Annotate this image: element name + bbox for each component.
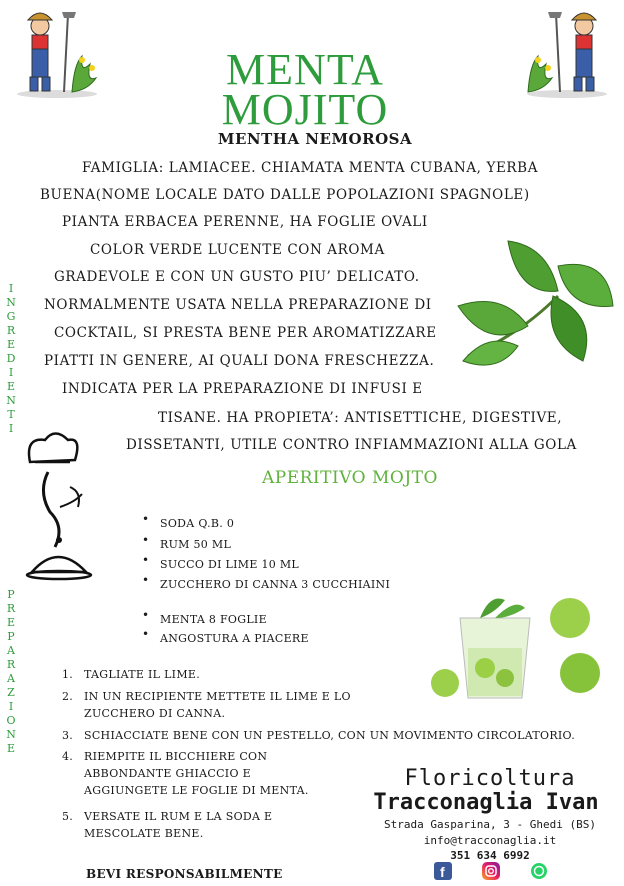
ingredient-item: • SODA Q.B. 0 <box>160 517 234 530</box>
description-line: TISANE. HA PROPIETA’: ANTISETTICHE, DIGESTIVE, <box>158 410 563 426</box>
mint-leaves-image <box>448 236 618 376</box>
business-phone[interactable]: 351 634 6992 <box>450 849 530 862</box>
description-line: PIATTI IN GENERE, AI QUALI DONA FRESCHEZZA. <box>44 353 435 369</box>
description-line: COLOR VERDE LUCENTE CON AROMA <box>90 242 385 258</box>
recipe-title: APERITIVO MOJTO <box>262 468 438 488</box>
ingredient-item: • MENTA 8 FOGLIE <box>160 613 267 626</box>
step-item: 1. TAGLIATE IL LIME. <box>62 668 201 681</box>
side-label-preparazione: P R E P A R A Z I O N E <box>6 588 16 755</box>
description-line: INDICATA PER LA PREPARAZIONE DI INFUSI E <box>62 381 423 397</box>
mojito-glass-image <box>430 588 600 706</box>
description-line: FAMIGLIA: LAMIACEE. CHIAMATA MENTA CUBANA, YERBA <box>82 160 539 176</box>
ingredient-item: • SUCCO DI LIME 10 ML <box>160 558 299 571</box>
step-item: 5. VERSATE IL RUM E LA SODA E MESCOLATE BENE. <box>62 810 273 840</box>
step-item: 2. IN UN RECIPIENTE METTETE IL LIME E LO ZUCCHERO DI CANNA. <box>62 690 351 720</box>
business-name-line-2: Tracconaglia Ivan <box>373 790 599 815</box>
step-item: 3. SCHIACCIATE BENE CON UN PESTELLO, CON UN MOVIMENTO CIRCOLATORIO. <box>62 729 576 742</box>
gardener-illustration-left <box>12 4 102 99</box>
title-line-2: MOJITO <box>221 85 389 134</box>
description-line: NORMALMENTE USATA NELLA PREPARAZIONE DI <box>44 297 432 313</box>
ingredient-item: • RUM 50 ML <box>160 538 231 551</box>
business-email[interactable]: info@tracconaglia.it <box>423 834 557 847</box>
instagram-icon[interactable] <box>482 862 500 880</box>
svg-text:f: f <box>440 864 445 880</box>
description-line: GRADEVOLE E CON UN GUSTO PIU’ DELICATO. <box>54 269 420 285</box>
responsible-drinking-notice: BEVI RESPONSABILMENTE <box>86 867 283 881</box>
side-label-ingredienti: I N G R E D I E N T I <box>6 282 16 435</box>
business-name-line-1: Floricoltura <box>404 766 576 791</box>
chef-illustration <box>20 432 100 592</box>
business-address: Strada Gasparina, 3 - Ghedi (BS) <box>384 818 596 831</box>
step-item: 4. RIEMPITE IL BICCHIERE CON ABBONDANTE GHIACCIO E AGGIUNGETE LE FOGLIE DI MENTA. <box>62 750 309 797</box>
title-line-1: MENTA <box>226 45 384 94</box>
description-line: PIANTA ERBACEA PERENNE, HA FOGLIE OVALI <box>62 214 428 230</box>
whatsapp-icon[interactable] <box>530 862 548 880</box>
subtitle: MENTHA NEMOROSA <box>217 130 413 148</box>
description-line: BUENA(NOME LOCALE DATO DALLE POPOLAZIONI SPAGNOLE) <box>40 187 530 203</box>
ingredient-item: • ANGOSTURA A PIACERE <box>160 632 309 645</box>
description-line: DISSETANTI, UTILE CONTRO INFIAMMAZIONI ALLA GOLA <box>126 437 577 453</box>
gardener-illustration-right <box>522 4 612 99</box>
description-line: COCKTAIL, SI PRESTA BENE PER AROMATIZZARE <box>54 325 437 341</box>
ingredient-item: • ZUCCHERO DI CANNA 3 CUCCHIAINI <box>160 578 390 591</box>
facebook-icon[interactable] <box>434 862 452 880</box>
